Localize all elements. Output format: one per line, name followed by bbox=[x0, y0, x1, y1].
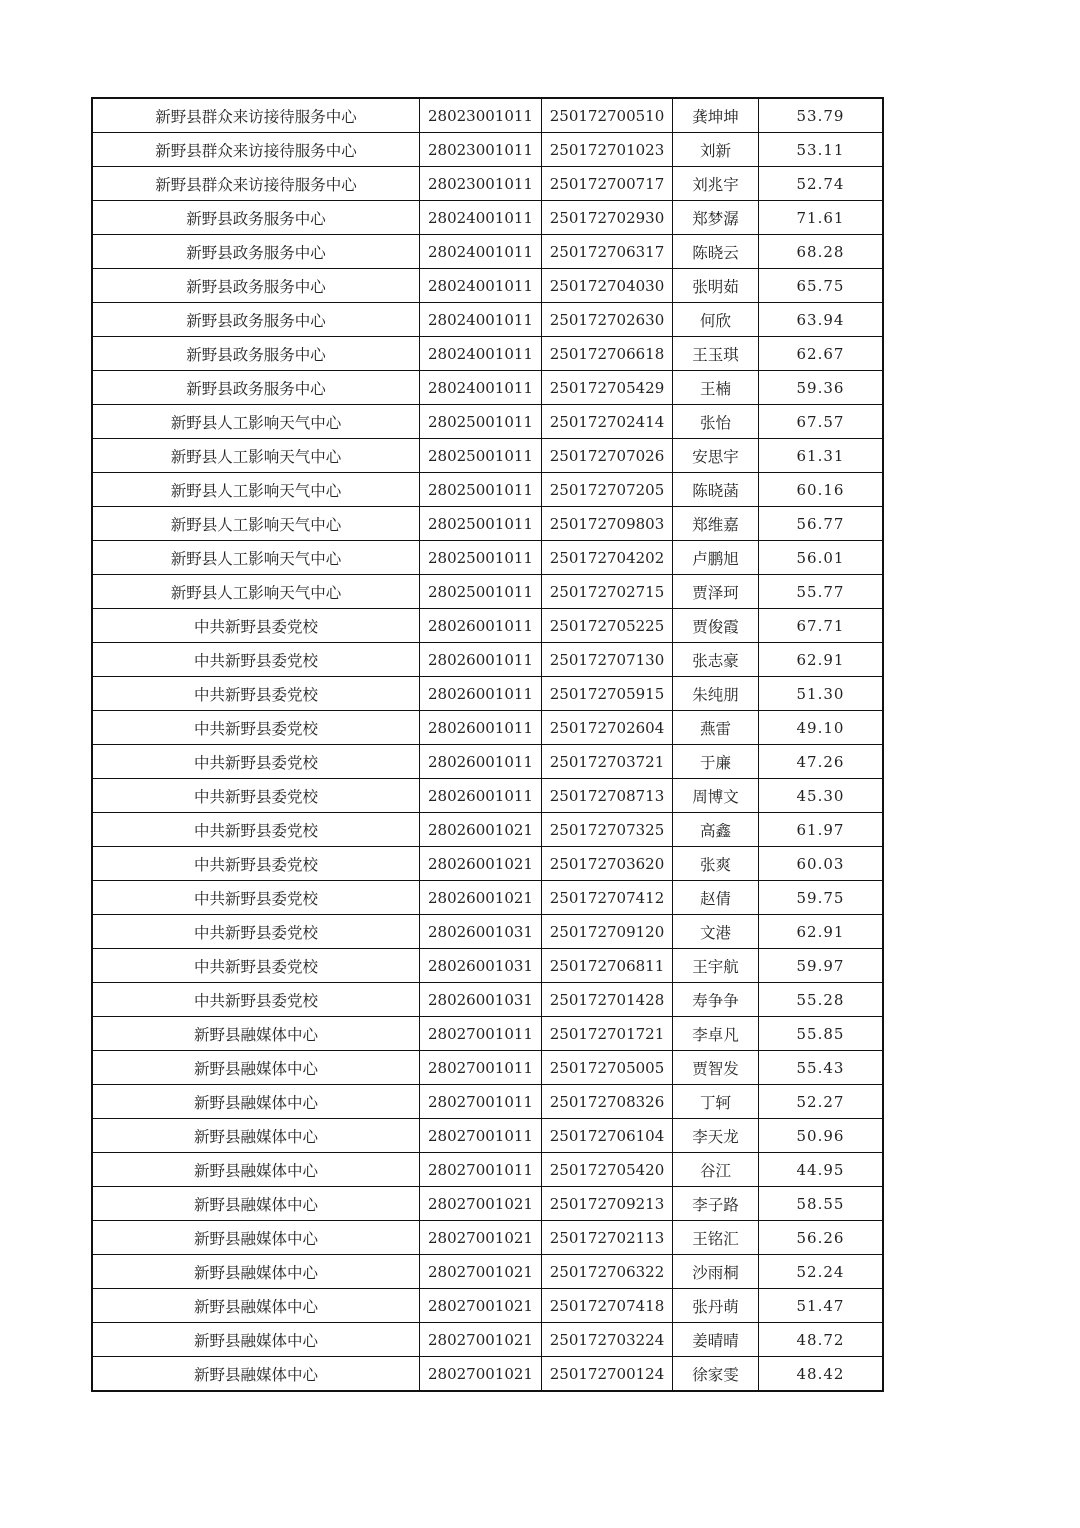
candidate-name-cell: 贾泽珂 bbox=[673, 575, 759, 609]
table-row bbox=[92, 1255, 883, 1289]
unit-name-cell: 新野县政务服务中心 bbox=[92, 201, 420, 235]
candidate-name-cell: 张爽 bbox=[673, 847, 759, 881]
ticket-number-cell: 250172708713 bbox=[542, 779, 673, 813]
ticket-number-cell: 250172707418 bbox=[542, 1289, 673, 1323]
candidate-name-cell: 李卓凡 bbox=[673, 1017, 759, 1051]
table-row bbox=[92, 269, 883, 303]
table-row bbox=[92, 98, 883, 133]
unit-name-cell: 新野县融媒体中心 bbox=[92, 1153, 420, 1187]
table-row bbox=[92, 983, 883, 1017]
score-cell: 53.79 bbox=[759, 98, 884, 133]
ticket-number-cell: 250172702604 bbox=[542, 711, 673, 745]
candidate-name-cell: 丁轲 bbox=[673, 1085, 759, 1119]
table-row bbox=[92, 1289, 883, 1323]
unit-name-cell: 新野县群众来访接待服务中心 bbox=[92, 98, 420, 133]
unit-name-cell: 新野县人工影响天气中心 bbox=[92, 575, 420, 609]
results-table-body bbox=[92, 98, 883, 1391]
candidate-name-cell: 郑维嘉 bbox=[673, 507, 759, 541]
post-code-cell: 28024001011 bbox=[420, 269, 542, 303]
post-code-cell: 28024001011 bbox=[420, 201, 542, 235]
ticket-number-cell: 250172707412 bbox=[542, 881, 673, 915]
ticket-number-cell: 250172707325 bbox=[542, 813, 673, 847]
candidate-name-cell: 王铭汇 bbox=[673, 1221, 759, 1255]
post-code-cell: 28024001011 bbox=[420, 235, 542, 269]
score-cell: 60.03 bbox=[759, 847, 884, 881]
candidate-name-cell: 谷江 bbox=[673, 1153, 759, 1187]
table-row bbox=[92, 711, 883, 745]
table-row bbox=[92, 405, 883, 439]
table-row bbox=[92, 643, 883, 677]
score-cell: 62.91 bbox=[759, 643, 884, 677]
score-cell: 71.61 bbox=[759, 201, 884, 235]
unit-name-cell: 新野县政务服务中心 bbox=[92, 337, 420, 371]
unit-name-cell: 中共新野县委党校 bbox=[92, 983, 420, 1017]
score-cell: 47.26 bbox=[759, 745, 884, 779]
unit-name-cell: 新野县融媒体中心 bbox=[92, 1119, 420, 1153]
ticket-number-cell: 250172701023 bbox=[542, 133, 673, 167]
ticket-number-cell: 250172703721 bbox=[542, 745, 673, 779]
score-cell: 52.24 bbox=[759, 1255, 884, 1289]
post-code-cell: 28027001011 bbox=[420, 1085, 542, 1119]
score-cell: 48.42 bbox=[759, 1357, 884, 1392]
score-cell: 58.55 bbox=[759, 1187, 884, 1221]
ticket-number-cell: 250172709213 bbox=[542, 1187, 673, 1221]
score-cell: 61.97 bbox=[759, 813, 884, 847]
score-cell: 67.71 bbox=[759, 609, 884, 643]
post-code-cell: 28024001011 bbox=[420, 303, 542, 337]
unit-name-cell: 新野县融媒体中心 bbox=[92, 1255, 420, 1289]
ticket-number-cell: 250172701721 bbox=[542, 1017, 673, 1051]
unit-name-cell: 新野县人工影响天气中心 bbox=[92, 473, 420, 507]
candidate-name-cell: 王玉琪 bbox=[673, 337, 759, 371]
post-code-cell: 28025001011 bbox=[420, 405, 542, 439]
unit-name-cell: 新野县融媒体中心 bbox=[92, 1289, 420, 1323]
unit-name-cell: 新野县人工影响天气中心 bbox=[92, 507, 420, 541]
post-code-cell: 28025001011 bbox=[420, 473, 542, 507]
post-code-cell: 28025001011 bbox=[420, 575, 542, 609]
score-cell: 59.36 bbox=[759, 371, 884, 405]
score-cell: 55.85 bbox=[759, 1017, 884, 1051]
ticket-number-cell: 250172709120 bbox=[542, 915, 673, 949]
candidate-name-cell: 张志豪 bbox=[673, 643, 759, 677]
table-row bbox=[92, 541, 883, 575]
post-code-cell: 28026001011 bbox=[420, 677, 542, 711]
unit-name-cell: 新野县政务服务中心 bbox=[92, 235, 420, 269]
score-cell: 55.43 bbox=[759, 1051, 884, 1085]
score-cell: 63.94 bbox=[759, 303, 884, 337]
score-cell: 51.30 bbox=[759, 677, 884, 711]
candidate-name-cell: 王楠 bbox=[673, 371, 759, 405]
post-code-cell: 28023001011 bbox=[420, 133, 542, 167]
post-code-cell: 28025001011 bbox=[420, 439, 542, 473]
candidate-name-cell: 卢鹏旭 bbox=[673, 541, 759, 575]
ticket-number-cell: 250172703620 bbox=[542, 847, 673, 881]
ticket-number-cell: 250172702113 bbox=[542, 1221, 673, 1255]
table-row bbox=[92, 1085, 883, 1119]
score-cell: 50.96 bbox=[759, 1119, 884, 1153]
score-cell: 53.11 bbox=[759, 133, 884, 167]
table-row bbox=[92, 575, 883, 609]
table-row bbox=[92, 847, 883, 881]
unit-name-cell: 新野县人工影响天气中心 bbox=[92, 541, 420, 575]
ticket-number-cell: 250172706104 bbox=[542, 1119, 673, 1153]
unit-name-cell: 中共新野县委党校 bbox=[92, 813, 420, 847]
post-code-cell: 28024001011 bbox=[420, 371, 542, 405]
post-code-cell: 28027001011 bbox=[420, 1153, 542, 1187]
table-row bbox=[92, 167, 883, 201]
unit-name-cell: 中共新野县委党校 bbox=[92, 643, 420, 677]
score-cell: 51.47 bbox=[759, 1289, 884, 1323]
candidate-name-cell: 陈晓云 bbox=[673, 235, 759, 269]
post-code-cell: 28026001031 bbox=[420, 949, 542, 983]
post-code-cell: 28027001021 bbox=[420, 1255, 542, 1289]
unit-name-cell: 新野县人工影响天气中心 bbox=[92, 439, 420, 473]
ticket-number-cell: 250172708326 bbox=[542, 1085, 673, 1119]
score-cell: 55.28 bbox=[759, 983, 884, 1017]
score-cell: 60.16 bbox=[759, 473, 884, 507]
candidate-name-cell: 王宇航 bbox=[673, 949, 759, 983]
table-row bbox=[92, 1221, 883, 1255]
unit-name-cell: 中共新野县委党校 bbox=[92, 677, 420, 711]
table-row bbox=[92, 813, 883, 847]
ticket-number-cell: 250172702715 bbox=[542, 575, 673, 609]
results-table bbox=[91, 97, 884, 1392]
ticket-number-cell: 250172707205 bbox=[542, 473, 673, 507]
table-row bbox=[92, 371, 883, 405]
table-row bbox=[92, 201, 883, 235]
candidate-name-cell: 刘兆宇 bbox=[673, 167, 759, 201]
score-cell: 52.74 bbox=[759, 167, 884, 201]
table-row bbox=[92, 949, 883, 983]
post-code-cell: 28026001021 bbox=[420, 813, 542, 847]
score-cell: 65.75 bbox=[759, 269, 884, 303]
candidate-name-cell: 刘新 bbox=[673, 133, 759, 167]
candidate-name-cell: 陈晓菡 bbox=[673, 473, 759, 507]
ticket-number-cell: 250172702930 bbox=[542, 201, 673, 235]
candidate-name-cell: 朱纯朋 bbox=[673, 677, 759, 711]
unit-name-cell: 新野县融媒体中心 bbox=[92, 1187, 420, 1221]
score-cell: 67.57 bbox=[759, 405, 884, 439]
candidate-name-cell: 燕雷 bbox=[673, 711, 759, 745]
score-cell: 48.72 bbox=[759, 1323, 884, 1357]
post-code-cell: 28026001011 bbox=[420, 745, 542, 779]
table-row bbox=[92, 1017, 883, 1051]
candidate-name-cell: 李天龙 bbox=[673, 1119, 759, 1153]
table-row bbox=[92, 677, 883, 711]
ticket-number-cell: 250172700717 bbox=[542, 167, 673, 201]
post-code-cell: 28026001011 bbox=[420, 643, 542, 677]
unit-name-cell: 新野县融媒体中心 bbox=[92, 1017, 420, 1051]
table-row bbox=[92, 439, 883, 473]
post-code-cell: 28027001021 bbox=[420, 1357, 542, 1392]
candidate-name-cell: 张怡 bbox=[673, 405, 759, 439]
table-row bbox=[92, 235, 883, 269]
score-cell: 49.10 bbox=[759, 711, 884, 745]
unit-name-cell: 新野县政务服务中心 bbox=[92, 303, 420, 337]
post-code-cell: 28024001011 bbox=[420, 337, 542, 371]
table-row bbox=[92, 1153, 883, 1187]
ticket-number-cell: 250172707026 bbox=[542, 439, 673, 473]
score-cell: 56.01 bbox=[759, 541, 884, 575]
post-code-cell: 28023001011 bbox=[420, 98, 542, 133]
candidate-name-cell: 姜晴晴 bbox=[673, 1323, 759, 1357]
candidate-name-cell: 寿争争 bbox=[673, 983, 759, 1017]
score-cell: 52.27 bbox=[759, 1085, 884, 1119]
unit-name-cell: 新野县融媒体中心 bbox=[92, 1085, 420, 1119]
unit-name-cell: 新野县融媒体中心 bbox=[92, 1221, 420, 1255]
unit-name-cell: 新野县融媒体中心 bbox=[92, 1323, 420, 1357]
post-code-cell: 28027001021 bbox=[420, 1323, 542, 1357]
score-cell: 62.67 bbox=[759, 337, 884, 371]
candidate-name-cell: 于廉 bbox=[673, 745, 759, 779]
ticket-number-cell: 250172700124 bbox=[542, 1357, 673, 1392]
post-code-cell: 28027001021 bbox=[420, 1289, 542, 1323]
score-cell: 59.75 bbox=[759, 881, 884, 915]
candidate-name-cell: 周博文 bbox=[673, 779, 759, 813]
candidate-name-cell: 郑梦潺 bbox=[673, 201, 759, 235]
candidate-name-cell: 文港 bbox=[673, 915, 759, 949]
ticket-number-cell: 250172705429 bbox=[542, 371, 673, 405]
table-row bbox=[92, 473, 883, 507]
candidate-name-cell: 张丹萌 bbox=[673, 1289, 759, 1323]
post-code-cell: 28025001011 bbox=[420, 507, 542, 541]
post-code-cell: 28026001011 bbox=[420, 779, 542, 813]
ticket-number-cell: 250172704202 bbox=[542, 541, 673, 575]
ticket-number-cell: 250172702630 bbox=[542, 303, 673, 337]
ticket-number-cell: 250172705225 bbox=[542, 609, 673, 643]
score-cell: 68.28 bbox=[759, 235, 884, 269]
post-code-cell: 28026001011 bbox=[420, 609, 542, 643]
unit-name-cell: 中共新野县委党校 bbox=[92, 779, 420, 813]
table-row bbox=[92, 1119, 883, 1153]
table-row bbox=[92, 915, 883, 949]
unit-name-cell: 中共新野县委党校 bbox=[92, 711, 420, 745]
ticket-number-cell: 250172703224 bbox=[542, 1323, 673, 1357]
ticket-number-cell: 250172706811 bbox=[542, 949, 673, 983]
table-row bbox=[92, 745, 883, 779]
ticket-number-cell: 250172705005 bbox=[542, 1051, 673, 1085]
score-cell: 62.91 bbox=[759, 915, 884, 949]
table-row bbox=[92, 881, 883, 915]
post-code-cell: 28027001011 bbox=[420, 1119, 542, 1153]
score-cell: 56.26 bbox=[759, 1221, 884, 1255]
ticket-number-cell: 250172705915 bbox=[542, 677, 673, 711]
post-code-cell: 28026001031 bbox=[420, 915, 542, 949]
unit-name-cell: 中共新野县委党校 bbox=[92, 847, 420, 881]
post-code-cell: 28025001011 bbox=[420, 541, 542, 575]
unit-name-cell: 中共新野县委党校 bbox=[92, 949, 420, 983]
table-row bbox=[92, 779, 883, 813]
score-cell: 44.95 bbox=[759, 1153, 884, 1187]
candidate-name-cell: 贾智发 bbox=[673, 1051, 759, 1085]
unit-name-cell: 新野县融媒体中心 bbox=[92, 1051, 420, 1085]
unit-name-cell: 新野县政务服务中心 bbox=[92, 371, 420, 405]
unit-name-cell: 新野县群众来访接待服务中心 bbox=[92, 167, 420, 201]
table-row bbox=[92, 133, 883, 167]
post-code-cell: 28027001021 bbox=[420, 1221, 542, 1255]
ticket-number-cell: 250172704030 bbox=[542, 269, 673, 303]
candidate-name-cell: 沙雨桐 bbox=[673, 1255, 759, 1289]
post-code-cell: 28027001011 bbox=[420, 1017, 542, 1051]
table-row bbox=[92, 1051, 883, 1085]
unit-name-cell: 新野县人工影响天气中心 bbox=[92, 405, 420, 439]
unit-name-cell: 新野县群众来访接待服务中心 bbox=[92, 133, 420, 167]
candidate-name-cell: 李子路 bbox=[673, 1187, 759, 1221]
unit-name-cell: 新野县融媒体中心 bbox=[92, 1357, 420, 1392]
table-row bbox=[92, 1357, 883, 1392]
ticket-number-cell: 250172702414 bbox=[542, 405, 673, 439]
unit-name-cell: 中共新野县委党校 bbox=[92, 915, 420, 949]
ticket-number-cell: 250172707130 bbox=[542, 643, 673, 677]
table-row bbox=[92, 303, 883, 337]
ticket-number-cell: 250172700510 bbox=[542, 98, 673, 133]
candidate-name-cell: 赵倩 bbox=[673, 881, 759, 915]
unit-name-cell: 中共新野县委党校 bbox=[92, 881, 420, 915]
ticket-number-cell: 250172706322 bbox=[542, 1255, 673, 1289]
candidate-name-cell: 徐家雯 bbox=[673, 1357, 759, 1392]
unit-name-cell: 新野县政务服务中心 bbox=[92, 269, 420, 303]
candidate-name-cell: 何欣 bbox=[673, 303, 759, 337]
post-code-cell: 28026001021 bbox=[420, 881, 542, 915]
score-cell: 61.31 bbox=[759, 439, 884, 473]
score-cell: 59.97 bbox=[759, 949, 884, 983]
candidate-name-cell: 安思宇 bbox=[673, 439, 759, 473]
ticket-number-cell: 250172706618 bbox=[542, 337, 673, 371]
post-code-cell: 28027001021 bbox=[420, 1187, 542, 1221]
unit-name-cell: 中共新野县委党校 bbox=[92, 745, 420, 779]
candidate-name-cell: 龚坤坤 bbox=[673, 98, 759, 133]
candidate-name-cell: 张明茹 bbox=[673, 269, 759, 303]
table-row bbox=[92, 507, 883, 541]
ticket-number-cell: 250172706317 bbox=[542, 235, 673, 269]
post-code-cell: 28026001021 bbox=[420, 847, 542, 881]
post-code-cell: 28023001011 bbox=[420, 167, 542, 201]
candidate-name-cell: 高鑫 bbox=[673, 813, 759, 847]
table-row bbox=[92, 1187, 883, 1221]
score-cell: 45.30 bbox=[759, 779, 884, 813]
score-cell: 55.77 bbox=[759, 575, 884, 609]
table-row bbox=[92, 337, 883, 371]
ticket-number-cell: 250172701428 bbox=[542, 983, 673, 1017]
candidate-name-cell: 贾俊霞 bbox=[673, 609, 759, 643]
ticket-number-cell: 250172705420 bbox=[542, 1153, 673, 1187]
score-cell: 56.77 bbox=[759, 507, 884, 541]
unit-name-cell: 中共新野县委党校 bbox=[92, 609, 420, 643]
post-code-cell: 28026001011 bbox=[420, 711, 542, 745]
table-row bbox=[92, 1323, 883, 1357]
post-code-cell: 28027001011 bbox=[420, 1051, 542, 1085]
post-code-cell: 28026001031 bbox=[420, 983, 542, 1017]
table-row bbox=[92, 609, 883, 643]
ticket-number-cell: 250172709803 bbox=[542, 507, 673, 541]
